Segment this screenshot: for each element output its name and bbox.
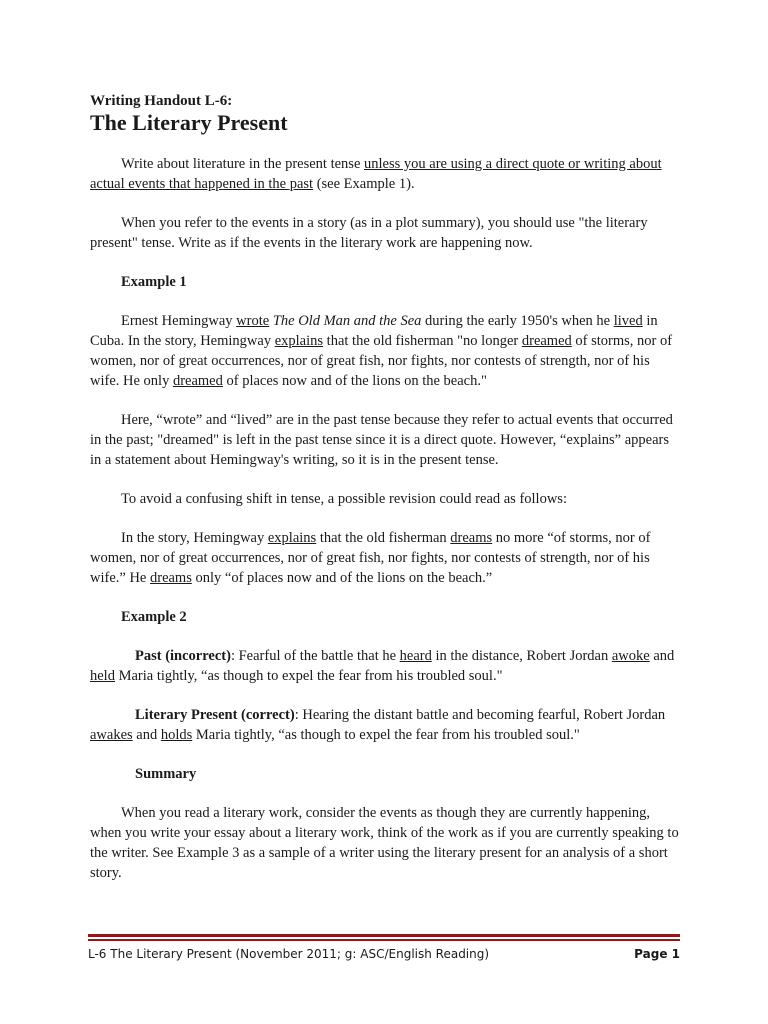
example-1-paragraph: [90, 311, 680, 391]
text-run: Maria tightly, “as though to expel the fear from his troubled soul.": [114, 668, 503, 684]
text-run: in the distance, Robert Jordan: [431, 648, 612, 664]
literary-present-correct-paragraph: [90, 705, 680, 745]
text-run: : Hearing the distant battle and becoming fearful, Robert Jordan: [294, 707, 666, 723]
underlined-word: dreams: [450, 530, 493, 546]
summary-heading: Summary: [135, 766, 197, 782]
underlined-word: dreamed: [521, 333, 572, 349]
document-body: [90, 92, 680, 902]
footer-document-info: L-6 The Literary Present (November 2011; g: ASC/English Reading): [88, 947, 490, 961]
text-run: that the old fisherman: [316, 530, 451, 546]
page-number: Page 1: [634, 947, 680, 961]
summary-paragraph: When you read a literary work, consider the events as though they are currently happening, when you write your essay about a literary work, think of the work as if you are currently speaking to the writer. See Example 3 as a sample of a writer using the literary present for an analysis of a short story.: [90, 805, 679, 881]
text-run: of storms, nor of women, nor of great occurrences, nor of great fish, nor fights, nor contests of strength, nor of his wife. He only: [90, 333, 673, 389]
past-label: Past (incorrect): [135, 648, 231, 664]
revision-paragraph: [90, 528, 680, 588]
text-run: only “of places now and of the lions on the beach.”: [191, 570, 493, 586]
text-run: of places now and of the lions on the beach.": [222, 373, 487, 389]
text-run: (see Example 1).: [313, 176, 415, 192]
underlined-word: dreams: [149, 570, 192, 586]
underlined-word: holds: [160, 727, 193, 743]
revision-intro-paragraph: To avoid a confusing shift in tense, a possible revision could read as follows:: [121, 491, 567, 507]
underlined-word: wrote: [236, 313, 270, 329]
underlined-word: dreamed: [172, 373, 223, 389]
text-run: in Cuba. In the story, Hemingway: [90, 313, 658, 349]
literary-present-paragraph: When you refer to the events in a story (as in a plot summary), you should use "the literary present" tense. Write as if the events in the literary work are happening now.: [90, 215, 648, 251]
underlined-word: held: [90, 668, 115, 684]
page-title: The Literary Present: [90, 110, 288, 135]
footer-row: [88, 947, 680, 961]
example-1-heading: Example 1: [121, 274, 187, 290]
text-run: and: [649, 648, 675, 664]
text-run: no more “of storms, nor of women, nor of great occurrences, nor of great fish, nor fights, nor contests of strength, nor of his wife.” He: [90, 530, 651, 586]
text-run: : Fearful of the battle that he: [230, 648, 400, 664]
example-2-heading: Example 2: [121, 609, 187, 625]
page-footer: [88, 934, 680, 961]
explanation-paragraph: Here, “wrote” and “lived” are in the past tense because they refer to actual events that occurred in the past; "dreamed" is left in the past tense since it is a direct quote. However, “explains” appears in a statement about Hemingway's writing, so it is in the present tense.: [90, 412, 673, 468]
intro-paragraph: [90, 154, 680, 194]
underlined-word: explains: [274, 333, 324, 349]
text-run: and: [132, 727, 161, 743]
book-title: The Old Man and the Sea: [272, 313, 422, 329]
text-run: In the story, Hemingway: [121, 530, 268, 546]
text-run: Write about literature in the present tense: [121, 156, 365, 172]
past-incorrect-paragraph: [90, 646, 680, 686]
underlined-word: awoke: [611, 648, 650, 664]
handout-kicker: Writing Handout L-6:: [90, 93, 233, 109]
underlined-word: heard: [399, 648, 432, 664]
text-run: that the old fisherman "no longer: [323, 333, 522, 349]
underlined-word: lived: [613, 313, 643, 329]
footer-rule: [88, 939, 680, 941]
text-run: during the early 1950's when he: [421, 313, 614, 329]
underlined-word: explains: [267, 530, 317, 546]
underlined-word: awakes: [90, 727, 133, 743]
present-label: Literary Present (correct): [135, 707, 295, 723]
underlined-text: unless you are using a direct quote or writing about actual events that happened in the past: [90, 156, 662, 192]
footer-rule: [88, 934, 680, 937]
text-run: Ernest Hemingway: [121, 313, 237, 329]
text-run: Maria tightly, “as though to expel the fear from his troubled soul.": [192, 727, 580, 743]
